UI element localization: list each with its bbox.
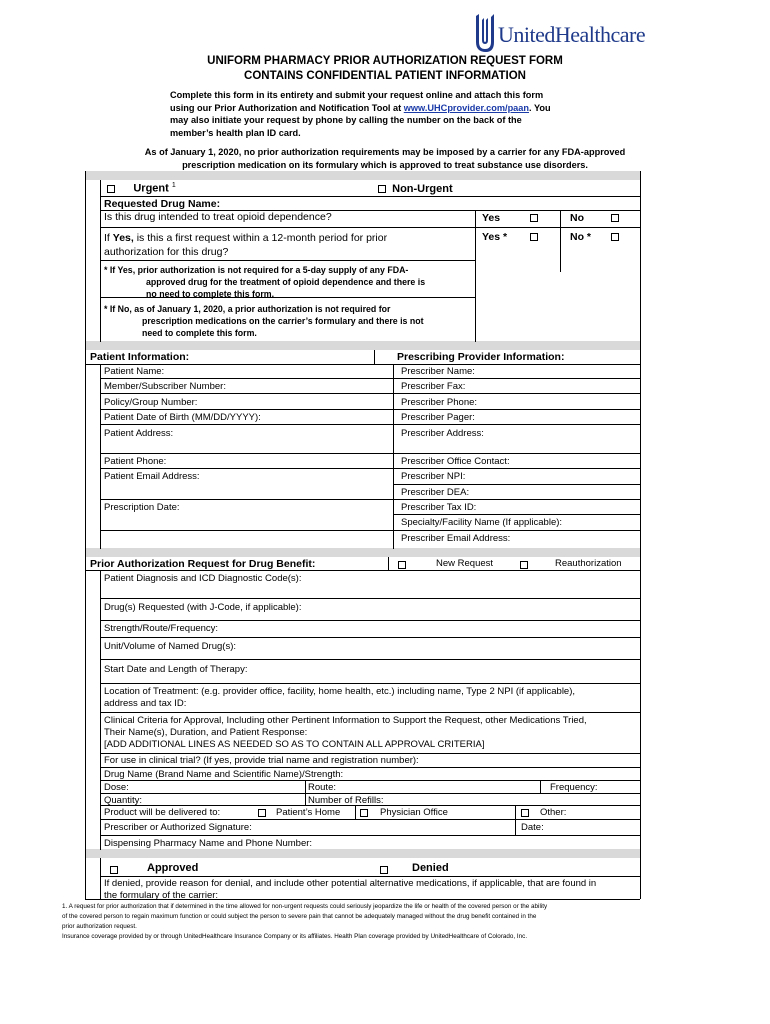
prescriber-office-contact-label: Prescriber Office Contact: bbox=[401, 456, 510, 467]
band-pa bbox=[85, 548, 640, 557]
note-no: * If No, as of January 1, 2020, a prior authorization is not required for prescription medications on the carrier’s formulary and there is not need to complete this form. bbox=[104, 304, 424, 338]
prescriber-heading: Prescribing Provider Information: bbox=[397, 351, 565, 363]
date-label: Date: bbox=[521, 822, 544, 833]
delivered-to-label: Product will be delivered to: bbox=[104, 807, 221, 818]
prescriber-phone-label: Prescriber Phone: bbox=[401, 397, 478, 408]
quantity-label: Quantity: bbox=[104, 795, 143, 806]
non-urgent-option[interactable]: Non-Urgent bbox=[378, 183, 453, 195]
urgent-option[interactable]: Urgent $^1$ bbox=[107, 182, 176, 195]
member-number-label: Member/Subscriber Number: bbox=[104, 381, 226, 392]
patient-name-label: Patient Name: bbox=[104, 366, 165, 377]
signature-label: Prescriber or Authorized Signature: bbox=[104, 822, 252, 833]
band-patient bbox=[85, 341, 640, 350]
pharmacy-label: Dispensing Pharmacy Name and Phone Number: bbox=[104, 838, 313, 849]
opioid-question: Is this drug intended to treat opioid dependence? bbox=[104, 211, 332, 223]
prescriber-email-label: Prescriber Email Address: bbox=[401, 533, 511, 544]
logo-text: UnitedHealthcare bbox=[498, 22, 646, 47]
notice: As of January 1, 2020, no prior authorization requirements may be imposed by a carrier for any FDA-approved prescription medication on its formulary which is approved to treat substance use disorders. bbox=[144, 147, 626, 170]
physician-office-checkbox[interactable] bbox=[360, 809, 368, 817]
denied-checkbox[interactable] bbox=[380, 866, 388, 874]
frame-left bbox=[85, 171, 86, 899]
clinical-trial-label: For use in clinical trial? (If yes, provide trial name and registration number): bbox=[104, 755, 419, 766]
prescriber-address-label: Prescriber Address: bbox=[401, 428, 484, 439]
patient-email-label: Patient Email Address: bbox=[104, 471, 200, 482]
location-label: Location of Treatment: (e.g. provider office, facility, home health, etc.) including name, Type 2 NPI (if applicable), address and tax ID: bbox=[104, 686, 576, 709]
new-request-checkbox[interactable] bbox=[398, 561, 406, 569]
prescriber-fax-label: Prescriber Fax: bbox=[401, 381, 466, 392]
patient-heading: Patient Information: bbox=[90, 351, 190, 363]
patient-address-label: Patient Address: bbox=[104, 428, 174, 439]
opioid-no-checkbox[interactable] bbox=[611, 214, 619, 222]
prescriber-tax-id-label: Prescriber Tax ID: bbox=[401, 502, 477, 513]
specialty-label: Specialty/Facility Name (If applicable): bbox=[401, 517, 563, 528]
frame-right bbox=[640, 171, 641, 899]
uhc-logo-icon bbox=[470, 12, 498, 54]
first-yes-checkbox[interactable] bbox=[530, 233, 538, 241]
prescriber-dea-label: Prescriber DEA: bbox=[401, 487, 470, 498]
prescriber-npi-label: Prescriber NPI: bbox=[401, 471, 466, 482]
denial-reason-label: If denied, provide reason for denial, and include other potential alternative medications, if applicable, that are found in the formulary of the carrier: bbox=[104, 878, 597, 901]
patient-phone-label: Patient Phone: bbox=[104, 456, 167, 467]
drugs-requested-label: Drug(s) Requested (with J-Code, if applicable): bbox=[104, 602, 302, 613]
prescriber-name-label: Prescriber Name: bbox=[401, 366, 475, 377]
reauthorization-checkbox[interactable] bbox=[520, 561, 528, 569]
other-location-checkbox[interactable] bbox=[521, 809, 529, 817]
instructions: Complete this form in its entirety and submit your request online and attach this form using our Prior Authorization and Notification Tool at www.UHCprovider.com/paan. You may also initiate your request by phone by calling the number on the back of the member’s health plan ID card. bbox=[170, 90, 551, 138]
strength-label: Strength/Route/Frequency: bbox=[104, 623, 219, 634]
clinical-criteria-label: Clinical Criteria for Approval, Including other Pertinent Information to Support the Request, other Medications Tried, Their Name(s), Duration, and Patient Response: [ADD ADDITIONAL LINES AS NEEDED SO AS TO CONTAIN ALL APPROVAL CRITERIA] bbox=[104, 715, 587, 750]
urgent-checkbox[interactable] bbox=[107, 185, 115, 193]
dose-label: Dose: bbox=[104, 782, 129, 793]
logo bbox=[470, 12, 665, 54]
route-label: Route: bbox=[308, 782, 336, 793]
band-top bbox=[85, 171, 640, 180]
drug-name-strength-label: Drug Name (Brand Name and Scientific Name)/Strength: bbox=[104, 769, 344, 780]
form-subtitle: CONTAINS CONFIDENTIAL PATIENT INFORMATION bbox=[244, 70, 526, 82]
prescription-date-label: Prescription Date: bbox=[104, 502, 180, 513]
start-date-label: Start Date and Length of Therapy: bbox=[104, 664, 248, 675]
unit-volume-label: Unit/Volume of Named Drug(s): bbox=[104, 641, 236, 652]
approved-checkbox[interactable] bbox=[110, 866, 118, 874]
refills-label: Number of Refills: bbox=[308, 795, 384, 806]
diagnosis-label: Patient Diagnosis and ICD Diagnostic Code(s): bbox=[104, 573, 302, 584]
patient-home-checkbox[interactable] bbox=[258, 809, 266, 817]
note-yes: * If Yes, prior authorization is not required for a 5-day supply of any FDA- approved drug for the treatment of opioid dependence and there is no need to complete this form. bbox=[104, 265, 426, 299]
prescriber-pager-label: Prescriber Pager: bbox=[401, 412, 475, 423]
form-title: UNIFORM PHARMACY PRIOR AUTHORIZATION REQUEST FORM bbox=[207, 55, 563, 67]
band-decision bbox=[85, 849, 640, 858]
footnote: 1. A request for prior authorization that if determined in the time allowed for non-urgent requests could seriously jeopardize the life or health of the covered person or the ability of the covered person to regain maximum function or could subject the person to severe pain that cannot be adequately managed without the drug benefit contained in the prior authorization request. Insurance coverage provided by or through UnitedHealthcare Insurance Company or its affiliates. Health Plan coverage provided by UnitedHealthcare of Colorado, Inc. bbox=[62, 903, 548, 940]
paan-link[interactable]: www.UHCprovider.com/paan bbox=[403, 102, 530, 113]
policy-number-label: Policy/Group Number: bbox=[104, 397, 198, 408]
frequency-label: Frequency: bbox=[550, 782, 598, 793]
approved-label: Approved bbox=[147, 862, 199, 874]
first-request-question: If Yes, is this a first request within a 12-month period for prior authorization for this drug? bbox=[104, 232, 388, 258]
non-urgent-checkbox[interactable] bbox=[378, 185, 386, 193]
opioid-yes-checkbox[interactable] bbox=[530, 214, 538, 222]
pa-heading: Prior Authorization Request for Drug Benefit: bbox=[90, 558, 316, 570]
denied-label: Denied bbox=[412, 862, 449, 874]
requested-drug-label: Requested Drug Name: bbox=[104, 198, 221, 210]
first-no-checkbox[interactable] bbox=[611, 233, 619, 241]
patient-dob-label: Patient Date of Birth (MM/DD/YYYY): bbox=[104, 412, 261, 423]
